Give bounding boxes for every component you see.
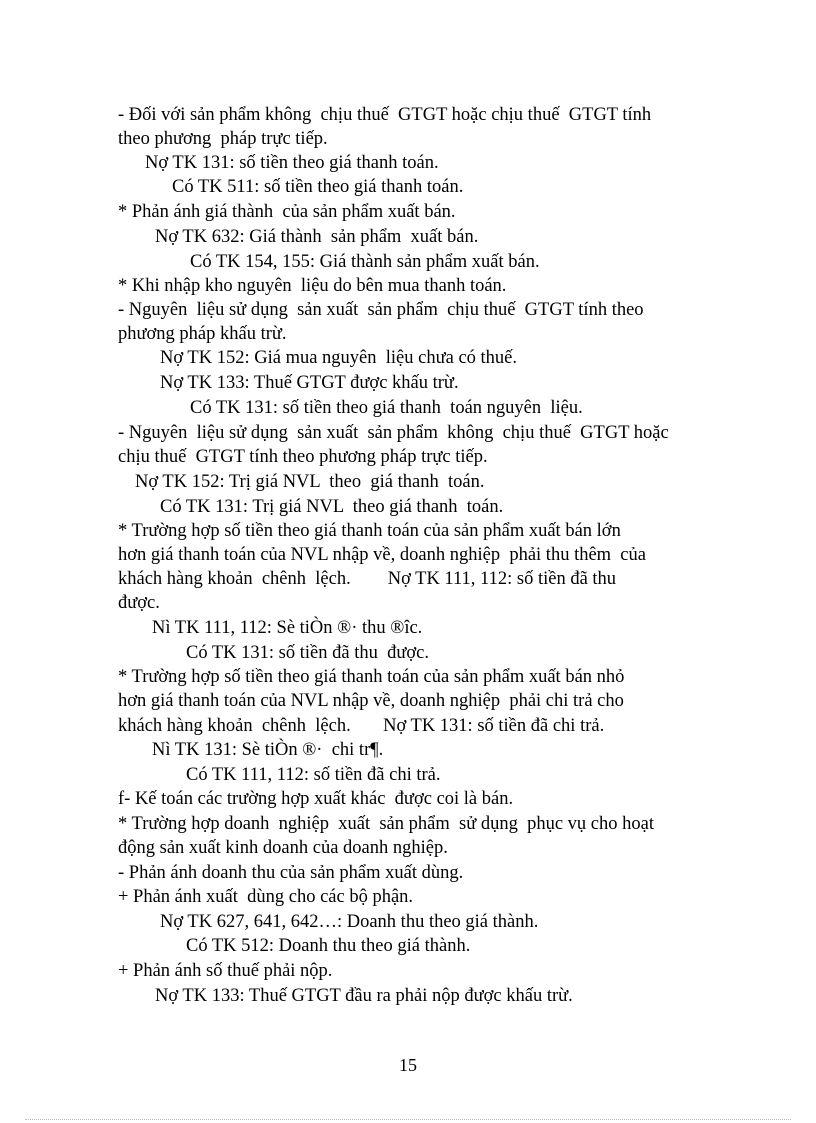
text-line: Nì TK 131: Sè tiÒn ®· chi tr¶. <box>152 740 384 760</box>
text-line: * Khi nhập kho nguyên liệu do bên mua thanh toán. <box>118 276 507 296</box>
text-line: f- Kế toán các trường hợp xuất khác được coi là bán. <box>118 789 514 809</box>
text-line: được. <box>118 593 160 613</box>
text-line: - Nguyên liệu sử dụng sản xuất sản phẩm không chịu thuế GTGT hoặc <box>118 423 669 443</box>
text-line: Nợ TK 131: số tiền theo giá thanh toán. <box>145 153 439 173</box>
text-line: Nợ TK 632: Giá thành sản phẩm xuất bán. <box>155 227 479 247</box>
text-line: Nợ TK 133: Thuế GTGT đầu ra phải nộp được khấu trừ. <box>155 986 573 1006</box>
text-line: động sản xuất kinh doanh của doanh nghiệp. <box>118 838 448 858</box>
text-line: - Đối với sản phẩm không chịu thuế GTGT hoặc chịu thuế GTGT tính <box>118 105 652 125</box>
text-line: Có TK 131: số tiền theo giá thanh toán nguyên liệu. <box>190 398 583 418</box>
text-line: khách hàng khoản chênh lệch. Nợ TK 131: số tiền đã chi trả. <box>118 716 605 736</box>
text-line: chịu thuế GTGT tính theo phương pháp trực tiếp. <box>118 447 488 467</box>
text-line: + Phản ánh số thuế phải nộp. <box>118 961 333 981</box>
text-line: * Trường hợp số tiền theo giá thanh toán của sản phẩm xuất bán lớn <box>118 521 621 541</box>
page-bottom-divider <box>25 1119 791 1120</box>
text-line: Nợ TK 152: Trị giá NVL theo giá thanh toán. <box>135 472 485 492</box>
text-line: Có TK 511: số tiền theo giá thanh toán. <box>172 177 464 197</box>
text-line: Có TK 131: số tiền đã thu được. <box>186 643 429 663</box>
text-line: Có TK 111, 112: số tiền đã chi trả. <box>186 765 441 785</box>
text-line: - Nguyên liệu sử dụng sản xuất sản phẩm chịu thuế GTGT tính theo <box>118 300 644 320</box>
text-line: Nợ TK 133: Thuế GTGT được khấu trừ. <box>160 373 459 393</box>
text-line: * Phản ánh giá thành của sản phẩm xuất bán. <box>118 202 456 222</box>
text-line: theo phương pháp trực tiếp. <box>118 129 328 149</box>
text-line: Nợ TK 627, 641, 642…: Doanh thu theo giá thành. <box>160 912 539 932</box>
text-line: Có TK 512: Doanh thu theo giá thành. <box>186 936 471 956</box>
text-line: Nợ TK 152: Giá mua nguyên liệu chưa có thuế. <box>160 348 518 368</box>
text-line: khách hàng khoản chênh lệch. Nợ TK 111, 112: số tiền đã thu <box>118 569 617 589</box>
text-line: Có TK 154, 155: Giá thành sản phẩm xuất bán. <box>190 252 540 272</box>
text-line: * Trường hợp số tiền theo giá thanh toán của sản phẩm xuất bán nhỏ <box>118 667 625 687</box>
text-line: hơn giá thanh toán của NVL nhập về, doanh nghiệp phải thu thêm của <box>118 545 646 565</box>
text-line: * Trường hợp doanh nghiệp xuất sản phẩm sử dụng phục vụ cho hoạt <box>118 814 654 834</box>
text-line: Có TK 131: Trị giá NVL theo giá thanh toán. <box>160 497 504 517</box>
text-line: + Phản ánh xuất dùng cho các bộ phận. <box>118 887 414 907</box>
page-number: 15 <box>399 1055 417 1075</box>
text-line: hơn giá thanh toán của NVL nhập về, doanh nghiệp phải chi trả cho <box>118 691 624 711</box>
text-line: Nì TK 111, 112: Sè tiÒn ®· thu ®îc. <box>152 618 423 638</box>
text-line: phương pháp khấu trừ. <box>118 324 287 344</box>
text-line: - Phản ánh doanh thu của sản phẩm xuất dùng. <box>118 863 464 883</box>
